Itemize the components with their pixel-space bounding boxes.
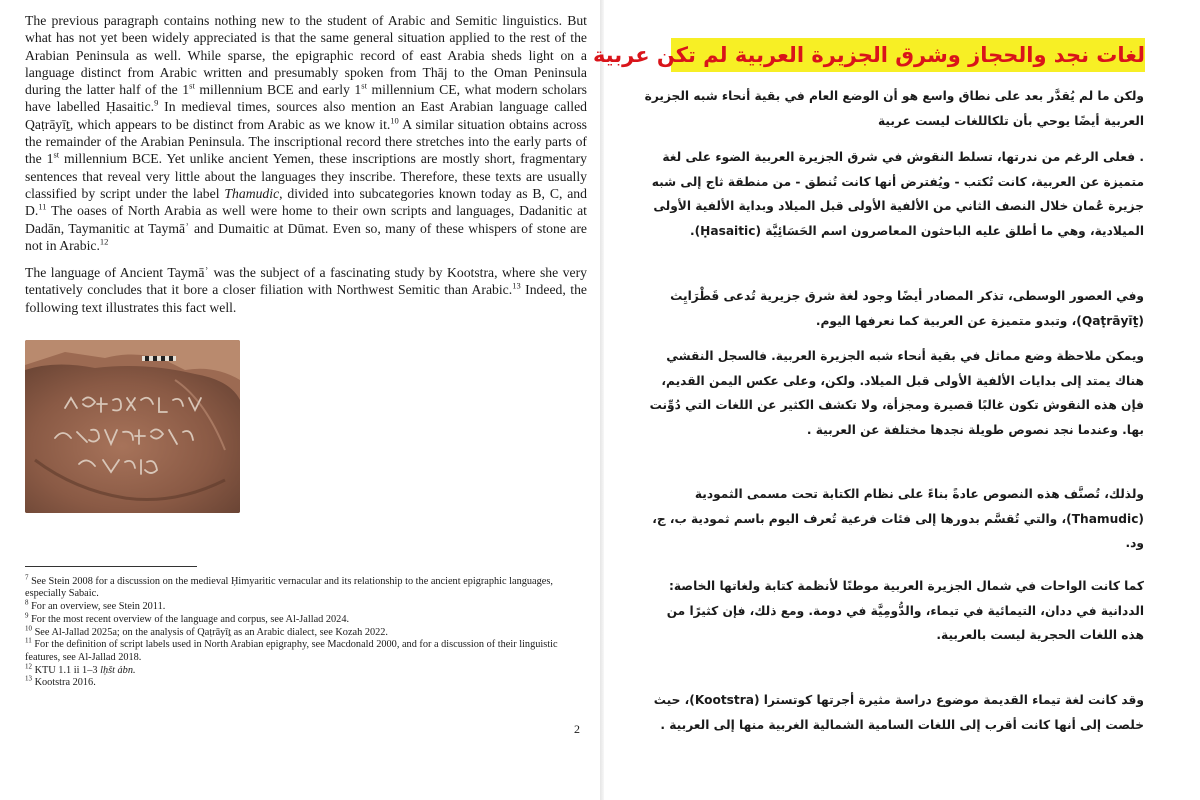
footnote-ref-13: 13 xyxy=(512,280,521,291)
page-number: 2 xyxy=(574,722,580,736)
arabic-paragraph-5: ولذلك، تُصنَّف هذه النصوص عادةً بناءً على نظام الكتابة تحت مسمى الثمودية (Thamudic)، والتي تُقسَّم بدورها إلى فئات فرعية تُعرف اليوم باسم ثمودية ب، ج، ود. xyxy=(652,487,1144,550)
arabic-title: لغات نجد والحجاز وشرق الجزيرة العربية لم تكن عربية xyxy=(592,43,1145,67)
arabic-paragraph-3: وفي العصور الوسطى، تذكر المصادر أيضًا وجود لغة شرق جزيرية تُدعى قَطْرَايِث (Qaṭrāyīṯ)، وتبدو متميزة عن العربية كما نعرفها اليوم. xyxy=(670,289,1144,328)
footnote-9: $^9$ For the most recent overview of the language and corpus, see Al-Jallad 2024. xyxy=(25,611,350,625)
footnote-ref-10: 10 xyxy=(390,115,399,126)
paragraph-2: The language of Ancient Taymāʾ was the subject of a fascinating study by Kootstra, where she very tentatively concludes that it bore a closer filiation with Northwest Semitic than Arabic.$^{13}$ Indeed, the following text illustrates this fact well. xyxy=(25,265,587,315)
footnote-11: $^{11}$ For the definition of script labels used in North Arabian epigraphy, see Macdonald 2000, and for a discussion of their linguistic features, see Al-Jallad 2018. xyxy=(25,637,558,663)
arabic-paragraph-2: . فعلى الرغم من ندرتها، تسلط النقوش في شرق الجزيرة العربية الضوء على لغة متميزة عن العربية، كانت تُكتب - ويُفترض أنها كانت تُنطق - من منطقة ثاج إلى شبه جزيرة عُمان خلال النصف الثاني من الألفية الأولى قبل الميلاد وبداية الألفية الأولى الميلادية، وهي ما أطلق عليه الباحثون المعاصرون اسم الحَسَائِيَّة (Ḥasaitic). xyxy=(651,150,1144,238)
arabic-paragraph-1: ولكن ما لم يُقدَّر بعد على نطاق واسع هو أن الوضع العام في بقية أنحاء شبه الجزيرة العربية أيضًا يوحي بأن تلكاللغات ليست عربية xyxy=(644,89,1144,128)
footnote-ref-12: 12 xyxy=(99,236,109,247)
arabic-paragraph-6: كما كانت الواحات في شمال الجزيرة العربية موطنًا لأنظمة كتابة ولغاتها الخاصة: الددانية في ددان، التيمائية في تيماء، والدُّومِيَّة في دومة. ومع ذلك، فإن كثيرًا من هذه اللغات الحجرية ليست بالعربية. xyxy=(666,579,1144,642)
arabic-paragraph-7: وقد كانت لغة تيماء القديمة موضوع دراسة مثيرة أجرتها كوتسترا (Kootstra)، حيث خلصت إلى أنها كانت أقرب إلى اللغات السامية الشمالية الغربية منها إلى العربية . xyxy=(653,693,1144,732)
inscription-rock-photo xyxy=(25,340,240,513)
footnote-10: $^{10}$ See Al-Jallad 2025a; on the analysis of Qaṭrāyīṯ as an Arabic dialect, see Kozah 2022. xyxy=(25,624,388,638)
footnote-ref-9: 9 xyxy=(154,97,159,108)
footnote-ref-11: 11 xyxy=(38,201,47,212)
footnotes xyxy=(25,573,585,690)
arabic-page xyxy=(592,0,1200,800)
paragraph-1: The previous paragraph contains nothing new to the student of Arabic and Semitic linguistics. But what has not yet been widely appreciated is that the same general situation applied to the rest of the Arabian Peninsula as well. While sparse, the epigraphic record of east Arabia sheds light on a language distinct from Arabic written and presumably spoken from Thāj to the Oman Peninsula during the latter half of the 1st millennium BCE and early 1st millennium CE, what modern scholars have labelled Ḥasaitic.$^9$ In medieval times, sources also mention an East Arabian language called Qaṭrāyīṯ, which appears to be distinct from Arabic as we know it.$^{10}$ A similar situation obtains across the remainder of the Arabian Peninsula. The inscriptional record there stretches into the early parts of the 1st millennium BCE. Yet unlike ancient Yemen, these inscriptions are mostly short, fragmentary sentences that reveal very little about the languages they inscribe. Therefore, these texts are usually classified by script under the label Thamudic, divided into subcategories known today as B, C, and D.$^{11}$ The oases of North Arabia as well were home to their own scripts and languages, Dadanitic at Dadān, Taymanitic at Taymāʾ and Dumaitic at Dūmat. Even so, many of these whispers of stone are not in Arabic.$^{12}$ xyxy=(25,13,587,253)
footnote-separator xyxy=(25,566,197,567)
footnote-13: $^{13}$ Kootstra 2016. xyxy=(25,674,96,689)
footnote-7: $^7$ See Stein 2008 for a discussion on the medieval Ḥimyaritic vernacular and its relationship to the ancient epigraphic languages, especially Sabaic. xyxy=(25,573,553,600)
title-highlight xyxy=(592,38,1145,72)
footnote-8: $^8$ For an overview, see Stein 2011. xyxy=(25,598,166,613)
arabic-paragraph-4: ويمكن ملاحظة وضع مماثل في بقية أنحاء شبه الجزيرة العربية. فالسجل النقشي هناك يمتد إلى بدايات الألفية الأولى قبل الميلاد. ولكن، وعلى عكس اليمن القديم، فإن هذه النقوش تكون غالبًا قصيرة ومجزأة، ولا تكشف الكثير عن اللغات التي دُوِّنت بها. وعندما نجد نصوص طويلة نجدها مختلفة عن العربية . xyxy=(649,349,1144,437)
footnote-12: $^{12}$ KTU 1.1 ii 1–3 lḥšt ảbn. xyxy=(25,662,136,676)
english-body-text xyxy=(25,12,587,326)
